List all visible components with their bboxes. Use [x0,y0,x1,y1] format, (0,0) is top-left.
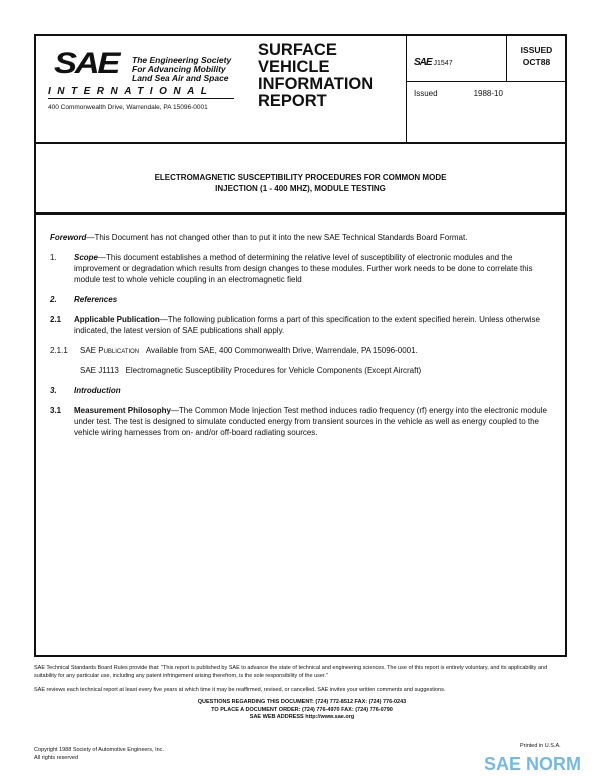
issued-label: Issued [414,89,438,98]
divider [406,36,407,142]
paragraph-text: —This document establishes a method of determining the relative level of susceptibility of electronic modules and the improvement or degradation which results from design changes to these modules. Further work needs to be done to correlate this module test to whole vehicle coupling in an electromagnetic field [74,253,533,284]
report-type [258,42,373,110]
heading: Measurement Philosophy [74,406,171,415]
reference-id: SAE J1113 [80,366,119,375]
sae-address: 400 Commonwealth Drive, Warrendale, PA 15096-0001 [48,104,208,111]
section-3-1 [50,405,550,438]
sae-norm-watermark: SAE NORM [484,754,582,774]
review-notice: SAE reviews each technical report at least every five years at which time it may be reaffirmed, revised, or cancelled. SAE invites your written comments and suggestions. [34,687,446,693]
document-body [50,232,550,447]
rules-notice: SAE Technical Standards Board Rules provide that: "This report is published by SAE to advance the state of technical and engineering sciences. The use of this report is entirely voluntary, and its applicability and suitability for any particular use, including any patent infringement arising therefrom, is the sole responsibility of the user." [34,665,548,679]
title-line: INJECTION (1 - 400 MHZ), MODULE TESTING [215,184,386,193]
heading: Introduction [74,386,121,395]
section-number: 2.1 [50,315,62,324]
international-label: INTERNATIONAL [48,86,234,99]
section-1 [50,252,550,285]
section-2-1 [50,314,550,336]
divider [406,81,565,82]
issued-line [414,89,539,98]
web-address: SAE WEB ADDRESS http://www.sae.org [249,714,355,720]
report-type-line: VEHICLE [258,58,330,76]
footer [34,664,570,722]
title-line: ELECTROMAGNETIC SUSCEPTIBILITY PROCEDURES FOR COMMON MODE [154,173,447,182]
status-text: ISSUED [520,45,553,55]
order-contact: TO PLACE A DOCUMENT ORDER: (724) 776-4970 FAX: (724) 776-0790 [211,706,393,713]
rights-text: All rights reserved [34,754,79,761]
questions-contact: QUESTIONS REGARDING THIS DOCUMENT: (724) 772-8512 FAX: (724) 776-0243 [197,699,407,705]
tagline [132,56,231,83]
section-3 [50,385,550,396]
copyright [34,747,164,762]
heading: Foreword [50,233,87,242]
report-type-line: SURFACE [258,41,337,59]
document-number [414,57,453,68]
heading: SAE Publication [80,346,140,355]
report-type-line: REPORT [258,92,327,110]
divider [506,36,507,81]
sae-logo-text: SAE [54,47,119,80]
section-2-1-1 [50,345,550,356]
paragraph-text: Available from SAE, 400 Commonwealth Drive, Warrendale, PA 15096-0001. [145,346,418,355]
tagline-line: For Advancing Mobility [132,64,226,74]
section-number: 2. [50,295,57,304]
status-date: OCT88 [522,57,551,67]
reference-title: Electromagnetic Susceptibility Procedures for Vehicle Components (Except Aircraft) [125,366,422,375]
paragraph-text: —The following publication forms a part of this specification to the extent specified herein. Unless otherwise indicated, the latest version of SAE publications shall apply. [74,315,540,335]
doc-number-text: J1547 [433,60,453,67]
sae-mini-logo: SAE [414,57,432,68]
issued-date: 1988-10 [473,89,503,98]
printed-in: Printed in U.S.A. [520,743,561,749]
section-number: 1. [50,253,57,262]
paragraph-text: —This Document has not changed other than to put it into the new SAE Technical Standards Board Format. [86,233,468,242]
copyright-text: Copyright 1988 Society of Automotive Engineers, Inc. [34,747,164,753]
reference-item [50,365,550,376]
heading: Applicable Publication [74,315,160,324]
section-number: 3.1 [50,406,62,415]
document-frame [34,34,567,657]
section-number: 3. [50,386,57,395]
section-number: 2.1.1 [50,346,68,355]
document-title [36,144,565,215]
section-2 [50,294,550,305]
header-block [36,36,565,144]
heading: References [74,295,118,304]
status-box [508,44,565,68]
foreword [50,232,550,243]
heading: Scope [74,253,99,262]
tagline-line: The Engineering Society [132,55,232,65]
tagline-line: Land Sea Air and Space [132,73,229,83]
paragraph-text: —The Common Mode Injection Test method induces radio frequency (rf) energy into the electronic module under test. The test is designed to simulate conducted energy from transient sources in the vehicle as well as energy coupled to the vehicle wiring harnesses from on- and/or off-board radiating sources. [74,406,547,437]
report-type-line: INFORMATION [258,75,374,93]
